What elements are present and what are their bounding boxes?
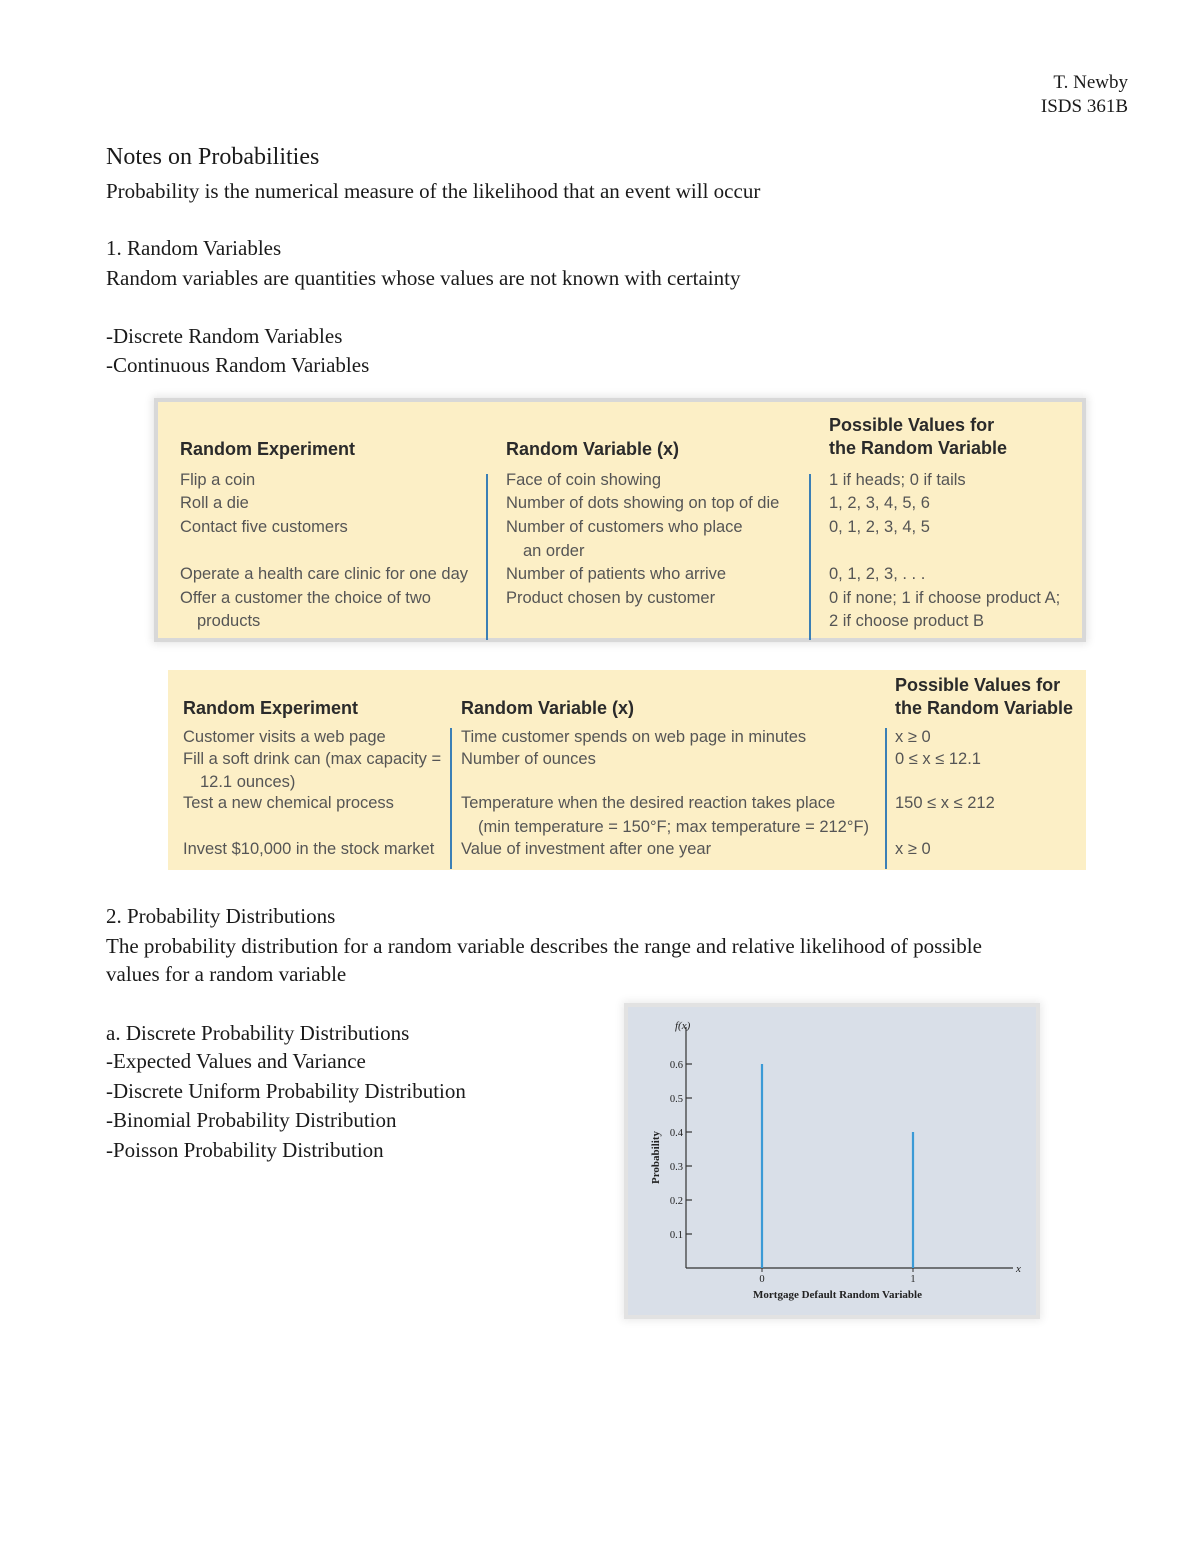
continuous-rv-item: -Continuous Random Variables (106, 353, 370, 377)
x-tick-label: 0 (759, 1274, 765, 1285)
table2-divider-1 (450, 728, 452, 869)
y-tick-label: 0.6 (669, 1060, 683, 1071)
table2-header-values-1: Possible Values for (895, 675, 1061, 695)
table1-header-values-1: Possible Values for (829, 415, 995, 435)
discrete-rv-item: -Discrete Random Variables (106, 324, 343, 348)
table-cell: Face of coin showing (506, 471, 662, 489)
table-cell: Customer visits a web page (183, 728, 386, 746)
x-tick-label: 1 (910, 1274, 916, 1285)
table-cell: Number of customers who place (506, 518, 743, 536)
table1-header-values-2: the Random Variable (829, 438, 1008, 458)
y-axis-label: Probability (650, 1131, 662, 1184)
table-cell: Time customer spends on web page in minutes (461, 728, 807, 746)
table-cell: Temperature when the desired reaction takes place (461, 794, 836, 812)
table-cell: x ≥ 0 (895, 728, 931, 746)
table-cell: 0, 1, 2, 3, 4, 5 (829, 518, 930, 536)
probability-chart (628, 1007, 1036, 1315)
discrete-rv-table (158, 402, 1082, 638)
list-item: -Poisson Probability Distribution (106, 1138, 384, 1162)
table2-header-values-2: the Random Variable (895, 698, 1074, 718)
page-title: Notes on Probabilities (106, 144, 320, 170)
table-cell: Contact five customers (180, 518, 348, 536)
author-name: T. Newby (1053, 72, 1128, 93)
table-cell: Product chosen by customer (506, 589, 716, 607)
list-item: -Discrete Uniform Probability Distribution (106, 1079, 466, 1103)
y-tick-label: 0.2 (669, 1196, 683, 1207)
table-cell: Number of dots showing on top of die (506, 494, 780, 512)
table-cell: 0 if none; 1 if choose product A; (829, 589, 1061, 607)
table-cell: Roll a die (180, 494, 249, 512)
table-cell: an order (523, 542, 585, 560)
chart-marks (670, 1060, 916, 1285)
table-cell: Invest $10,000 in the stock market (183, 840, 435, 858)
table1-header-experiment: Random Experiment (180, 439, 356, 459)
table1-divider-1 (486, 474, 488, 640)
section-1-text: Random variables are quantities whose values are not known with certainty (106, 266, 741, 290)
table-cell: Test a new chemical process (183, 794, 394, 812)
section-2-heading: 2. Probability Distributions (106, 904, 336, 928)
y-axis-title: f(x) (675, 1020, 691, 1032)
y-tick-label: 0.3 (669, 1162, 683, 1173)
table-cell: Operate a health care clinic for one day (180, 565, 469, 583)
section-a-heading: a. Discrete Probability Distributions (106, 1021, 410, 1045)
table-cell: Offer a customer the choice of two (180, 589, 431, 607)
table2-header-variable: Random Variable (x) (461, 698, 635, 718)
table-cell: products (197, 612, 261, 630)
table-cell: 150 ≤ x ≤ 212 (895, 794, 995, 812)
section-1-heading: 1. Random Variables (106, 236, 282, 260)
table1-divider-2 (809, 474, 811, 640)
table-cell: 0, 1, 2, 3, . . . (829, 565, 926, 583)
table-cell: (min temperature = 150°F; max temperature = 212°F) (478, 818, 870, 836)
y-tick-label: 0.5 (669, 1094, 683, 1105)
list-item: -Binomial Probability Distribution (106, 1108, 397, 1132)
y-tick-label: 0.1 (669, 1230, 683, 1241)
table-cell: Flip a coin (180, 471, 256, 489)
table-cell: x ≥ 0 (895, 840, 931, 858)
section-2-text-line-2: values for a random variable (106, 962, 347, 986)
chart-svg (628, 1007, 1036, 1315)
table-cell: 2 if choose product B (829, 612, 985, 630)
table-cell: 1, 2, 3, 4, 5, 6 (829, 494, 930, 512)
table1-header-variable: Random Variable (x) (506, 439, 680, 459)
course-code: ISDS 361B (1040, 96, 1128, 117)
table2-divider-2 (885, 728, 887, 869)
definition-text: Probability is the numerical measure of the likelihood that an event will occur (106, 179, 761, 203)
continuous-rv-table (168, 670, 1086, 870)
x-axis-symbol: x (1016, 1263, 1021, 1275)
x-axis-label: Mortgage Default Random Variable (753, 1289, 922, 1301)
table-cell: 1 if heads; 0 if tails (829, 471, 966, 489)
table-cell: Number of patients who arrive (506, 565, 727, 583)
list-item: -Expected Values and Variance (106, 1049, 366, 1073)
section-2-text-line-1: The probability distribution for a random variable describes the range and relative likelihood of possible (106, 934, 982, 958)
table-cell: 12.1 ounces) (200, 773, 296, 791)
table-cell: Value of investment after one year (461, 840, 712, 858)
table-cell: 0 ≤ x ≤ 12.1 (895, 750, 981, 768)
y-tick-label: 0.4 (669, 1128, 683, 1139)
table2-header-experiment: Random Experiment (183, 698, 359, 718)
table-cell: Fill a soft drink can (max capacity = (183, 750, 442, 768)
table-cell: Number of ounces (461, 750, 596, 768)
